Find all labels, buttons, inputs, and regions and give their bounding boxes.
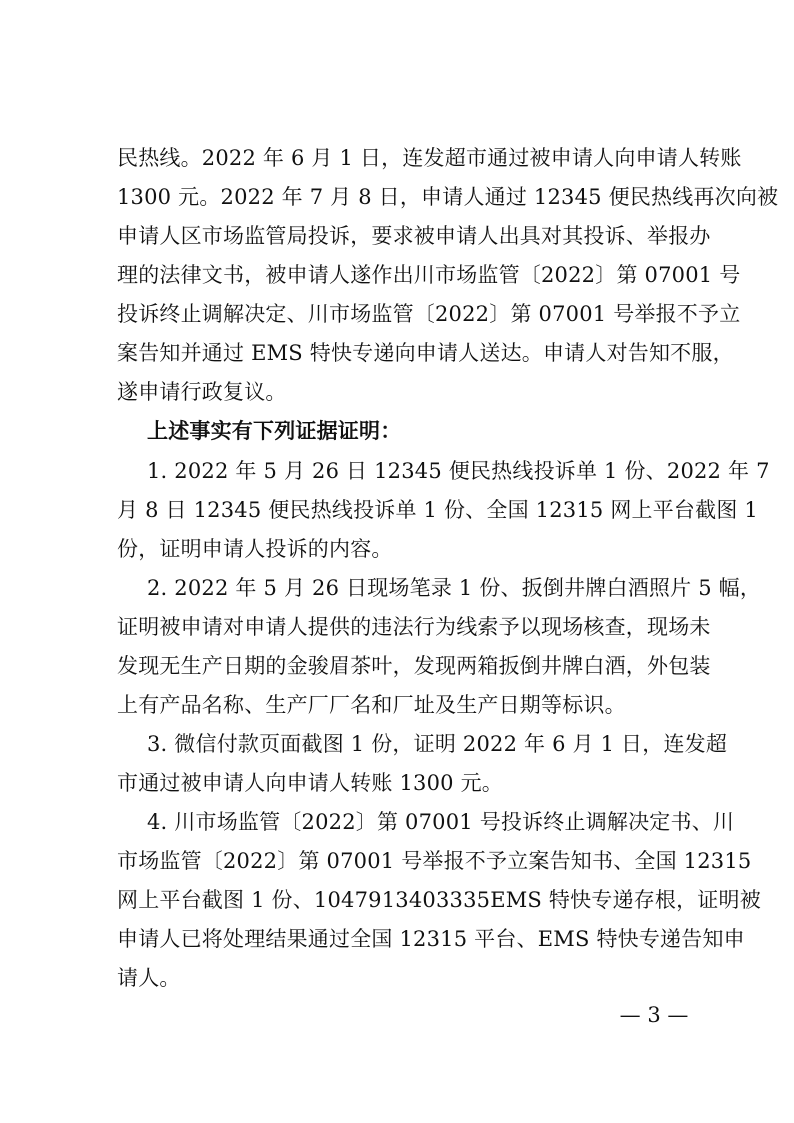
text-line: 发现无生产日期的金骏眉茶叶，发现两箱扳倒井牌白酒，外包装 (117, 654, 711, 678)
text-line: 案告知并通过 EMS 特快专递向申请人送达。申请人对告知不服， (117, 341, 734, 365)
text-line: 1300 元。2022 年 7 月 8 日，申请人通过 12345 便民热线再次向被 (117, 185, 779, 209)
text-line: 市通过被申请人向申请人转账 1300 元。 (117, 771, 503, 795)
text-line: 1. 2022 年 5 月 26 日 12345 便民热线投诉单 1 份、2022 年 7 (147, 459, 770, 483)
text-line: 市场监管〔2022〕第 07001 号举报不予立案告知书、全国 12315 (117, 849, 752, 873)
text-line: 3. 微信付款页面截图 1 份，证明 2022 年 6 月 1 日，连发超 (147, 732, 728, 756)
text-line: 民热线。2022 年 6 月 1 日，连发超市通过被申请人向申请人转账 (117, 146, 742, 170)
text-line: 月 8 日 12345 便民热线投诉单 1 份、全国 12315 网上平台截图 1 (117, 498, 758, 522)
text-line: 4. 川市场监管〔2022〕第 07001 号投诉终止调解决定书、川 (147, 810, 735, 834)
page-number: — 3 — (619, 1003, 689, 1027)
text-line: 网上平台截图 1 份、1047913403335EMS 特快专递存根，证明被 (117, 888, 761, 912)
text-line: 份，证明申请人投诉的内容。 (117, 537, 393, 561)
text-line: 请人。 (117, 966, 181, 990)
text-line: 2. 2022 年 5 月 26 日现场笔录 1 份、扳倒井牌白酒照片 5 幅， (147, 576, 762, 600)
text-line: 证明被申请对申请人提供的违法行为线索予以现场核查，现场未 (117, 615, 711, 639)
text-line: 理的法律文书，被申请人遂作出川市场监管〔2022〕第 07001 号 (117, 263, 741, 287)
text-line: 投诉终止调解决定、川市场监管〔2022〕第 07001 号举报不予立 (117, 302, 741, 326)
section-heading: 上述事实有下列证据证明： (147, 419, 402, 443)
text-line: 遂申请行政复议。 (117, 380, 287, 404)
text-line: 上有产品名称、生产厂厂名和厂址及生产日期等标识。 (117, 693, 626, 717)
text-line: 申请人区市场监管局投诉，要求被申请人出具对其投诉、举报办 (117, 224, 711, 248)
text-line: 申请人已将处理结果通过全国 12315 平台、EMS 特快专递告知申 (117, 927, 745, 951)
